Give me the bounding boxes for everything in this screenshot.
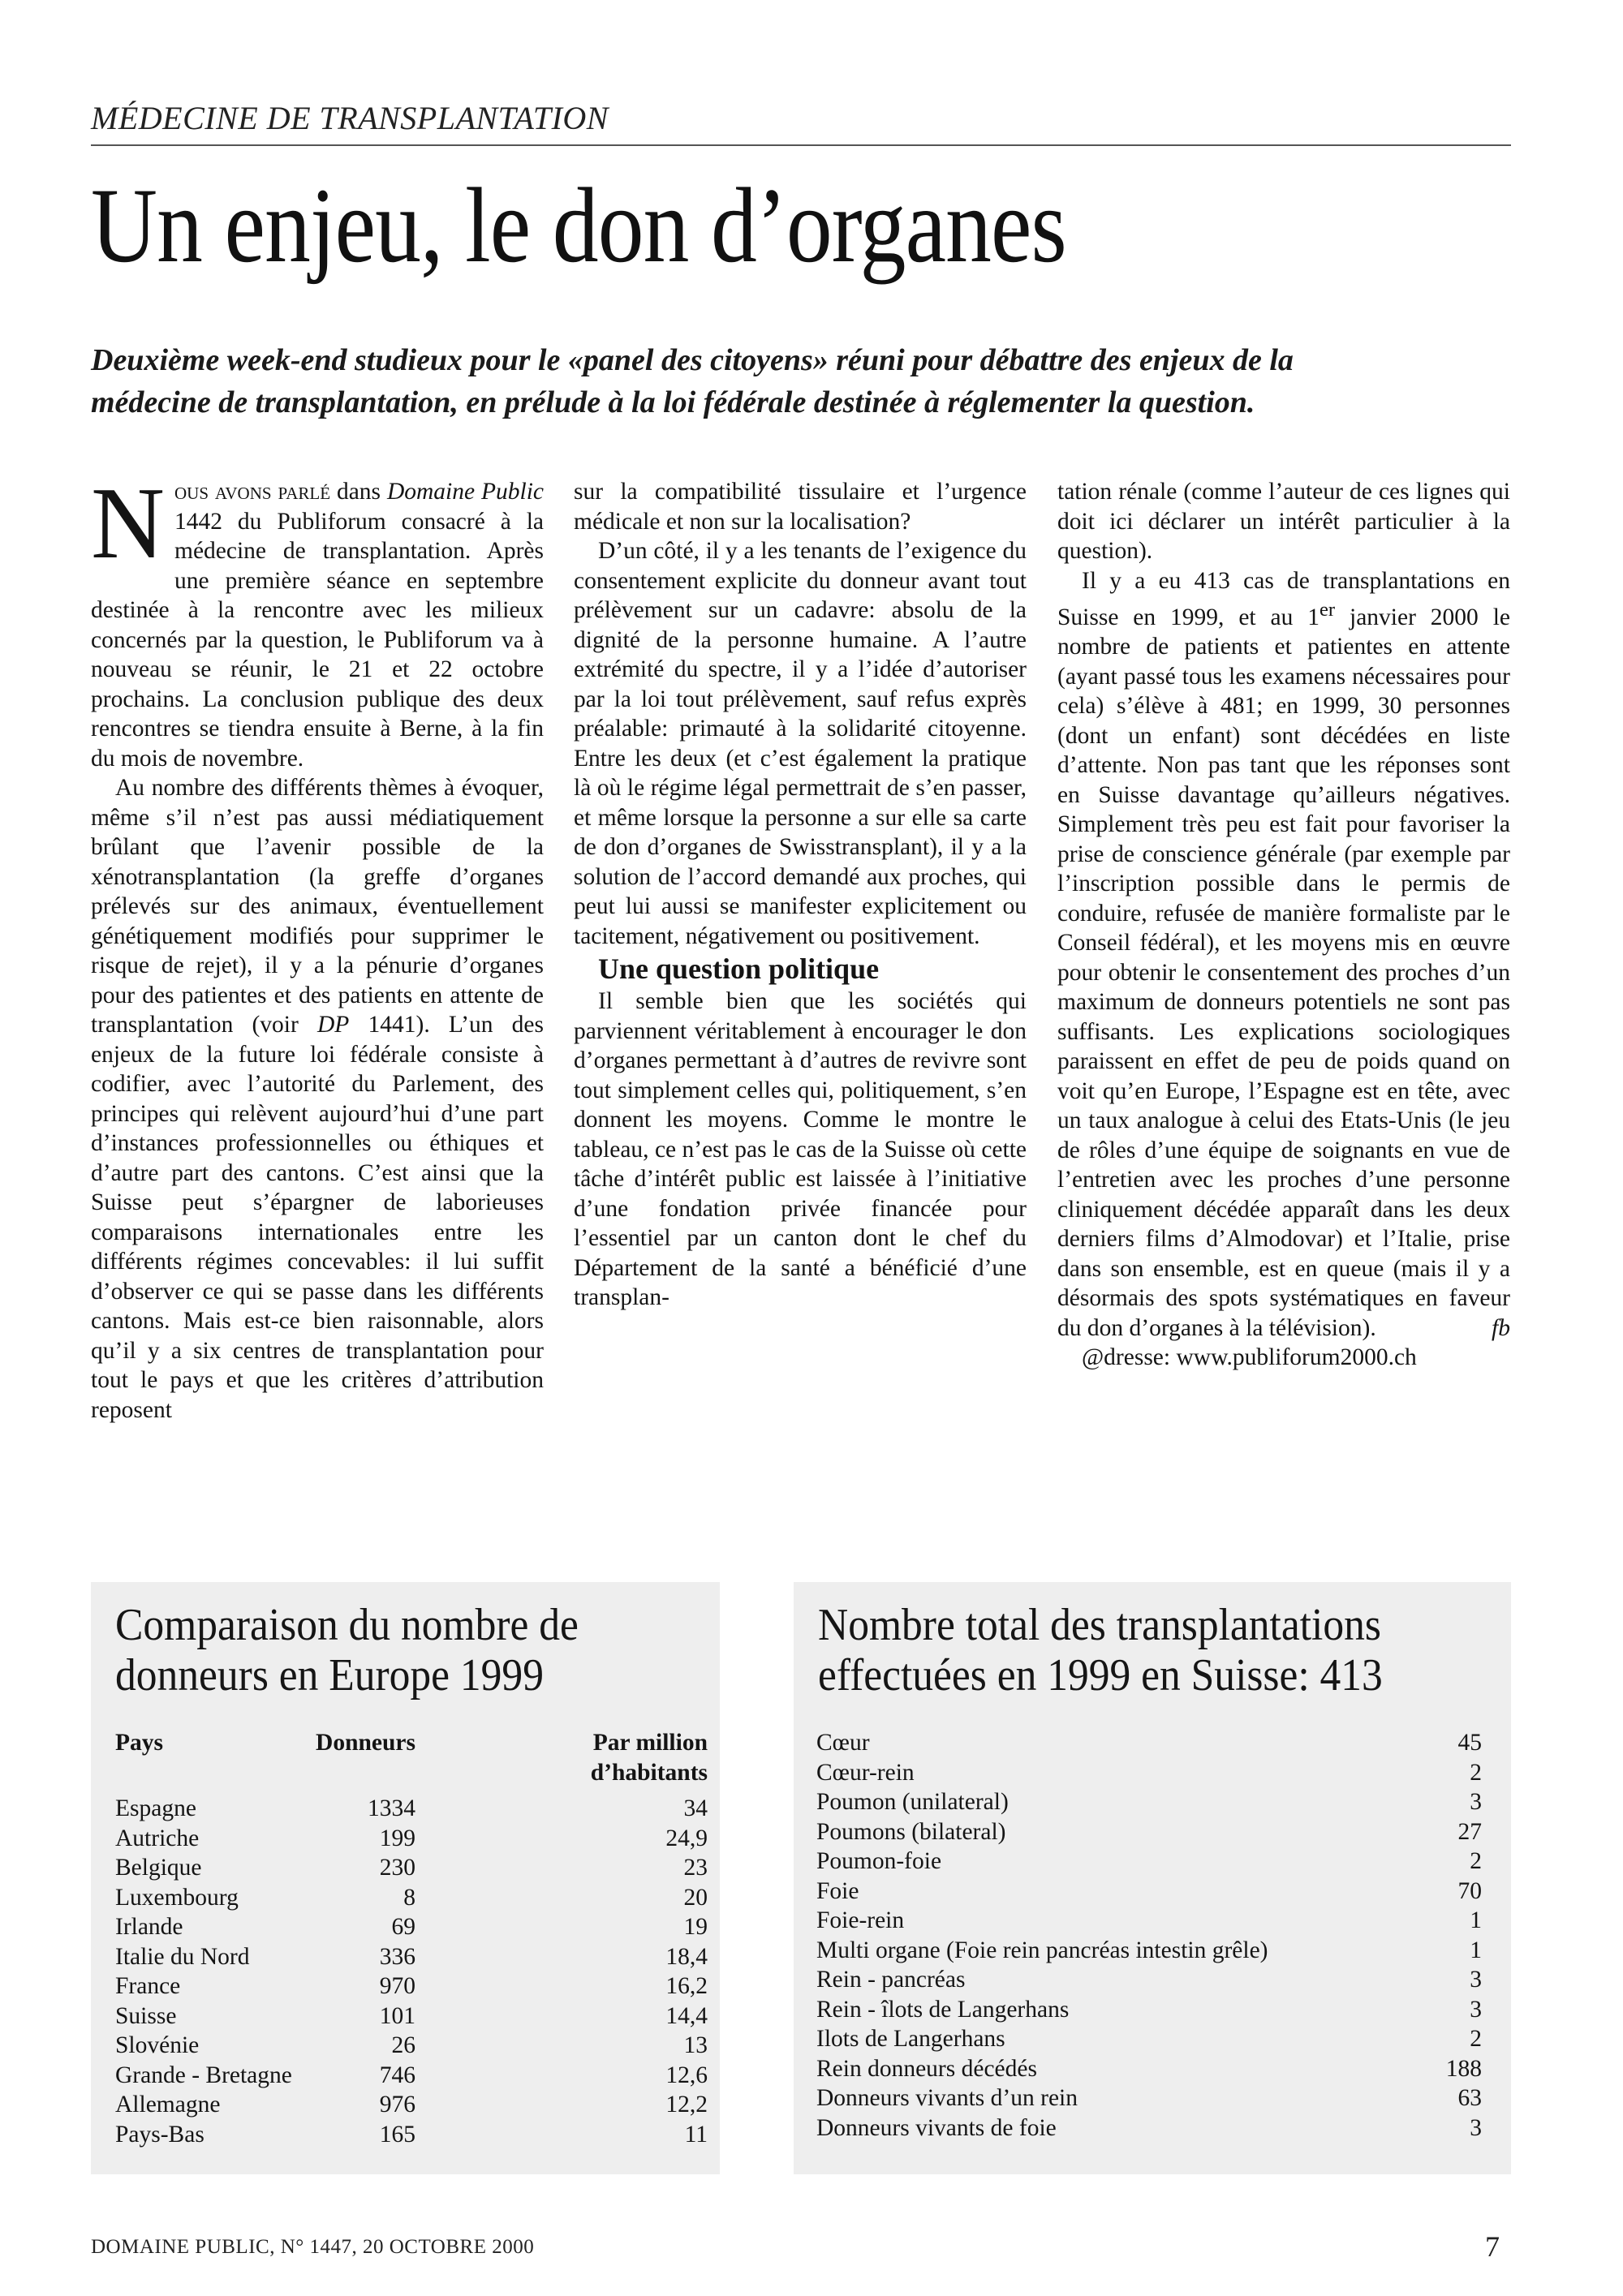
per-million-cell: 11 xyxy=(684,2121,708,2148)
table-row xyxy=(816,1906,1482,1936)
paragraph-7 xyxy=(1057,566,1510,1344)
table-row xyxy=(816,1936,1482,1966)
header-line: Par million xyxy=(592,1730,708,1756)
title-line: donneurs en Europe 1999 xyxy=(115,1650,544,1701)
paragraph-2 xyxy=(91,773,544,1425)
table-row xyxy=(816,1995,1482,2025)
paragraph-6: tation rénale (comme l’auteur de ces lignes qui doit ici déclarer un intérêt particulier à la question). xyxy=(1057,479,1510,564)
column-header-country: Pays xyxy=(115,1730,163,1756)
table-row xyxy=(816,2113,1482,2143)
per-million-cell: 14,4 xyxy=(665,2002,708,2029)
subheading: Une question politique xyxy=(598,952,880,985)
table-row xyxy=(115,2090,708,2120)
table-row xyxy=(115,2001,708,2032)
table-row xyxy=(115,2061,708,2091)
europe-donors-table xyxy=(115,1728,708,2149)
country-cell: Irlande xyxy=(115,1914,183,1940)
transplant-count-cell: 70 xyxy=(1457,1877,1482,1904)
transplant-count-cell: 3 xyxy=(1470,1789,1482,1815)
per-million-cell: 34 xyxy=(683,1795,708,1821)
article-title: Un enjeu, le don d’organes xyxy=(91,166,1066,285)
country-cell: Allemagne xyxy=(115,2092,221,2118)
article-column-2 xyxy=(574,477,1027,1313)
transplant-type-cell: Foie xyxy=(816,1877,859,1904)
article-column-3 xyxy=(1057,477,1510,1373)
header-line: d’habitants xyxy=(590,1759,708,1786)
country-cell: Italie du Nord xyxy=(115,1943,250,1970)
author-signature: fb xyxy=(1492,1314,1510,1341)
transplant-type-cell: Poumon-foie xyxy=(816,1848,942,1874)
transplant-type-cell: Multi organe (Foie rein pancréas intestin grêle) xyxy=(816,1937,1268,1963)
table-row xyxy=(816,1758,1482,1788)
per-million-cell: 16,2 xyxy=(665,1973,708,1999)
table-row xyxy=(816,2083,1482,2113)
table-row xyxy=(816,2024,1482,2054)
table-header xyxy=(115,1728,708,1789)
transplant-type-cell: Rein donneurs décédés xyxy=(816,2055,1037,2082)
smallcaps-intro: ous avons parlé xyxy=(174,479,331,505)
transplant-type-cell: Ilots de Langerhans xyxy=(816,2026,1005,2052)
table-row xyxy=(816,1728,1482,1758)
donors-cell: 336 xyxy=(379,1943,415,1970)
swiss-transplants-box xyxy=(794,1582,1511,2174)
country-cell: Pays-Bas xyxy=(115,2121,204,2148)
per-million-cell: 19 xyxy=(683,1914,708,1940)
transplant-count-cell: 3 xyxy=(1470,1996,1482,2023)
column-header-per-million xyxy=(529,1728,708,1787)
transplant-count-cell: 63 xyxy=(1457,2085,1482,2111)
paragraph-3: sur la compatibilité tissulaire et l’urgence médicale et non sur la localisation? xyxy=(574,479,1027,535)
title-line: Comparaison du nombre de xyxy=(115,1600,579,1650)
text-span: dans xyxy=(330,479,387,505)
donors-cell: 976 xyxy=(379,2092,415,2118)
per-million-cell: 23 xyxy=(683,1855,708,1881)
donors-cell: 101 xyxy=(379,2002,415,2029)
country-cell: Suisse xyxy=(115,2002,177,2029)
italic-text: Domaine Public xyxy=(386,479,544,505)
table-row xyxy=(115,1824,708,1854)
table-row xyxy=(115,2120,708,2150)
title-line: Nombre total des transplantations xyxy=(818,1600,1381,1650)
transplant-count-cell: 3 xyxy=(1470,1967,1482,1993)
table-row xyxy=(816,1787,1482,1817)
table-row xyxy=(816,1817,1482,1847)
transplant-type-cell: Foie-rein xyxy=(816,1907,905,1933)
transplant-count-cell: 1 xyxy=(1470,1937,1482,1963)
article-column-1 xyxy=(91,467,544,1425)
text-span: 1441). L’un des enjeux de la future loi fédérale consiste à codifier, avec l’autorité du Parlement, des principes qui relèvent aujourd’hui d’une part d’instances professionnelles ou éthiques et d’autre part des cantons. C’est ainsi que la Suisse peut s’épargner de laborieuses comparaisons internationales entre les différents régimes concevables: il lui suffit d’observer ce qui se passe dans les différents cantons. Mais est-ce bien raisonnable, alors qu’il y a six centres de transplantation pour tout le pays et que les critères d’attribution reposent xyxy=(91,1012,544,1423)
country-cell: Belgique xyxy=(115,1855,202,1881)
italic-text: DP xyxy=(317,1012,350,1038)
transplant-count-cell: 27 xyxy=(1457,1818,1482,1845)
paragraph-1 xyxy=(91,467,544,773)
country-cell: Slovénie xyxy=(115,2032,200,2058)
country-cell: Espagne xyxy=(115,1795,196,1821)
transplant-type-cell: Cœur-rein xyxy=(816,1759,915,1786)
europe-donors-box xyxy=(91,1582,720,2174)
superscript: er xyxy=(1319,599,1336,621)
donors-cell: 1334 xyxy=(368,1795,415,1821)
country-cell: Autriche xyxy=(115,1825,200,1851)
transplant-count-cell: 2 xyxy=(1470,1848,1482,1874)
donors-cell: 230 xyxy=(379,1855,415,1881)
swiss-table-title xyxy=(818,1600,1383,1701)
transplant-type-cell: Donneurs vivants d’un rein xyxy=(816,2085,1078,2111)
web-address: @dresse: www.publiforum2000.ch xyxy=(1082,1344,1417,1371)
transplant-count-cell: 2 xyxy=(1470,1759,1482,1786)
transplant-type-cell: Poumons (bilateral) xyxy=(816,1818,1006,1845)
table-row xyxy=(115,1912,708,1942)
table-body xyxy=(115,1794,708,2149)
donors-cell: 69 xyxy=(391,1914,415,1940)
transplant-type-cell: Rein - îlots de Langerhans xyxy=(816,1996,1070,2023)
paragraph-4: D’un côté, il y a les tenants de l’exigence du consentement explicite du donneur avant tout prélèvement sur un cadavre: absolu de la dignité de la personne humaine. A l’autre extrémité du spectre, il y a l’idée d’autoriser par la loi tout prélèvement, sauf refus exprès préalable: primauté à la solidarité citoyenne. Entre les deux (et c’est également la pratique là où le régime légal permettrait de s’en passer, et même lorsque la personne a sur elle sa carte de don d’organes de Swisstransplant), il y a la solution de l’accord demandé aux proches, qui peut lui aussi se manifester explicitement ou tacitement, négativement ou positivement. xyxy=(574,538,1027,949)
swiss-transplants-table xyxy=(816,1728,1482,2143)
header-rule xyxy=(91,144,1511,146)
transplant-type-cell: Cœur xyxy=(816,1730,870,1756)
transplant-count-cell: 188 xyxy=(1445,2055,1482,2082)
article-lead: Deuxième week-end studieux pour le «panel des citoyens» réuni pour débattre des enjeux de la médecine de transplantation, en prélude à la loi fédérale destinée à réglementer la question. xyxy=(91,343,1294,419)
text-span: 1442 du Publiforum consacré à la médecine de transplantation. Après une première séance en septembre destinée à la rencontre avec les milieux concernés par la question, le Publiforum va à nouveau se réunir, le 21 et 22 octobre prochains. La conclusion publique des deux rencontres se tiendra ensuite à Berne, à la fin du mois de novembre. xyxy=(91,508,544,772)
transplant-type-cell: Rein - pancréas xyxy=(816,1967,966,1993)
table-row xyxy=(816,1965,1482,1995)
donors-cell: 165 xyxy=(379,2121,415,2148)
table-row xyxy=(115,1853,708,1883)
transplant-count-cell: 1 xyxy=(1470,1907,1482,1933)
table-row xyxy=(115,1883,708,1913)
per-million-cell: 13 xyxy=(683,2032,708,2058)
paragraph-5: Il semble bien que les sociétés qui parviennent véritablement à encourager le don d’organes permettant à d’autres de revivre sont tout simplement celles qui, politiquement, s’en donnent les moyens. Comme le montre le tableau, ce n’est pas le cas de la Suisse où cette tâche d’intérêt public est laissée à l’initiative d’une fondation privée financée pour l’essentiel par un canton dont le chef du Département de la santé a bénéficié d’une transplan- xyxy=(574,988,1027,1310)
donors-cell: 26 xyxy=(391,2032,415,2058)
table-row xyxy=(816,1877,1482,1907)
column-header-donors: Donneurs xyxy=(316,1730,415,1756)
donors-cell: 8 xyxy=(403,1884,415,1911)
text-span: janvier 2000 le nombre de patients et patientes en attente (ayant passé tous les examens nécessaires pour cela) s’élève à 481; en 1999, 30 personnes (dont un enfant) sont décédées en liste d’attente. Non pas tant que les réponses sont en Suisse davantage qu’ailleurs négatives. Simplement très peu est fait pour favoriser la prise de conscience générale (par exemple par l’inscription possible dans le permis de conduire, refusée de manière formaliste par le Conseil fédéral), et les moyens mis en œuvre pour obtenir le consentement des proches d’un maximum de donneurs potentiels ne sont pas suffisants. Les explications sociologiques paraissent en effet de peu de poids quand on voit qu’en Europe, l’Espagne est en tête, avec un taux analogue à celui des Etats-Unis (le jeu de rôles d’une équipe de soignants en vue de l’entretien avec les proches d’une personne cliniquement décédée apparaît dans les deux derniers films d’Almodovar) et l’Italie, prise dans son ensemble, est en queue (mais il y a désormais des spots systématiques en faveur du don d’organes à la télévision). xyxy=(1057,604,1510,1341)
transplant-count-cell: 2 xyxy=(1470,2026,1482,2052)
per-million-cell: 12,2 xyxy=(665,2092,708,2118)
text-span: Il y a eu 413 cas de transplantations en Suisse en 1999, et au 1 xyxy=(1057,567,1510,630)
country-cell: Luxembourg xyxy=(115,1884,239,1911)
country-cell: France xyxy=(115,1973,181,1999)
per-million-cell: 12,6 xyxy=(665,2062,708,2088)
transplant-count-cell: 45 xyxy=(1457,1730,1482,1756)
table-row xyxy=(115,1942,708,1972)
table-row xyxy=(816,2054,1482,2084)
donors-cell: 970 xyxy=(379,1973,415,1999)
section-label: MÉDECINE DE TRANSPLANTATION xyxy=(91,100,609,136)
table-row xyxy=(115,2031,708,2061)
table-row xyxy=(115,1794,708,1824)
text-span: Au nombre des différents thèmes à évoquer, même s’il n’est pas aussi médiatiquement brûlant que l’avenir possible de la xénotransplantation (la greffe d’organes prélevés sur des animaux, éventuellement génétiquement modifiés pour supprimer le risque de rejet), il y a la pénurie d’organes pour des patientes et des patients en attente de transplantation (voir xyxy=(91,775,544,1038)
title-line: effectuées en 1999 en Suisse: 413 xyxy=(818,1650,1383,1701)
country-cell: Grande - Bretagne xyxy=(115,2062,292,2088)
transplant-type-cell: Donneurs vivants de foie xyxy=(816,2114,1057,2141)
europe-table-title xyxy=(115,1600,579,1701)
drop-cap: N xyxy=(91,467,165,580)
transplant-count-cell: 3 xyxy=(1470,2114,1482,2141)
page-number: 7 xyxy=(1485,2230,1500,2263)
table-body xyxy=(816,1728,1482,2143)
donors-cell: 746 xyxy=(379,2062,415,2088)
per-million-cell: 24,9 xyxy=(665,1825,708,1851)
per-million-cell: 20 xyxy=(683,1884,708,1911)
table-row xyxy=(816,1847,1482,1877)
publication-footer: DOMAINE PUBLIC, N° 1447, 20 OCTOBRE 2000 xyxy=(91,2236,535,2258)
transplant-type-cell: Poumon (unilateral) xyxy=(816,1789,1009,1815)
donors-cell: 199 xyxy=(379,1825,415,1851)
table-row xyxy=(115,1971,708,2001)
per-million-cell: 18,4 xyxy=(665,1943,708,1970)
